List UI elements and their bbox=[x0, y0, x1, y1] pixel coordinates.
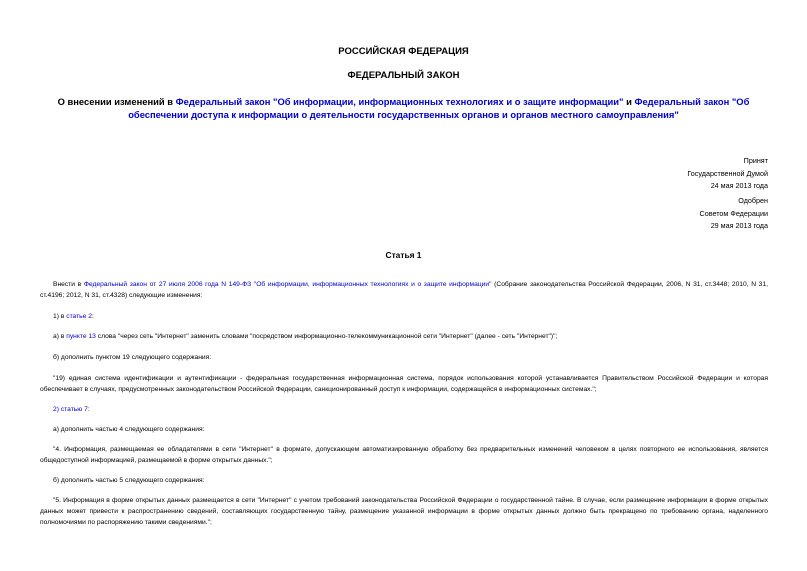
accepted-label: Принят bbox=[743, 156, 768, 165]
item1a-prefix: а) в bbox=[53, 333, 67, 340]
adoption-block bbox=[687, 155, 768, 193]
item-2a-text: "4. Информация, размещаемая ее обладателями в сети "Интернет" в формате, допускающем автоматизированную обработку без предварительных изменений человеком в целях повторного ее использования, является общедоступной информацией, размещаемой в форме открытых данных."; bbox=[40, 446, 768, 464]
article-heading: Статья 1 bbox=[385, 250, 422, 260]
item-1a bbox=[40, 331, 768, 342]
accepted-date: 24 мая 2013 года bbox=[710, 181, 768, 190]
intro-prefix: Внести в bbox=[53, 281, 84, 288]
approval-block bbox=[700, 195, 768, 233]
law-title bbox=[0, 96, 807, 121]
title-link-law-149[interactable]: Федеральный закон "Об информации, информационных технологиях и о защите информации" bbox=[175, 96, 624, 107]
item-2a: а) дополнить частью 4 следующего содержания: bbox=[53, 426, 205, 433]
item-1b: б) дополнить пунктом 19 следующего содержания: bbox=[53, 354, 212, 361]
approved-label: Одобрен bbox=[738, 196, 768, 205]
intro-suffix: (Собрание законодательства Российской Федерации, 2006, N 31, ст.3448; 2010, N 31, ст.4196; 2012, N 31, ст.4328) следующие изменения: bbox=[40, 281, 768, 299]
law-type-heading: ФЕДЕРАЛЬНЫЙ ЗАКОН bbox=[347, 70, 460, 81]
article-intro bbox=[40, 279, 768, 301]
item2-suffix: : bbox=[87, 406, 90, 413]
item-1b-text: "19) единая система идентификации и аутентификации - федеральная государственная информационная система, порядок использования которой устанавливается Правительством Российской Федерации и которая обеспечивает в случаях, предусмотренных законодательством Российской Федерации, санкционированный доступ к информации, содержащейся в информационных системах."; bbox=[40, 375, 768, 393]
item1a-suffix: слова "через сеть "Интернет" заменить словами "посредством информационно-телекоммуникационной сети "Интернет" (далее - сеть "Интернет")"; bbox=[95, 333, 558, 340]
item-2b-text: "5. Информация в форме открытых данных размещается в сети "Интернет" с учетом требований законодательства Российской Федерации о государственной тайне. В случае, если размещение информации в форме открытых данных может привести к распространению сведений, составляющих государственную тайну, размещение указанной информации в форме открытых данных должно быть прекращено по требованию органа, наделенного полномочиями по распоряжению такими сведениями."; bbox=[40, 497, 768, 526]
intro-law-link[interactable]: Федеральный закон от 27 июля 2006 года N 149-ФЗ "Об информации, информационных технологиях и о защите информации" bbox=[83, 281, 492, 288]
item-1 bbox=[40, 311, 768, 322]
title-mid: и bbox=[623, 96, 635, 107]
approved-by: Советом Федерации bbox=[699, 208, 768, 218]
item-2 bbox=[40, 404, 768, 415]
item-2b: б) дополнить частью 5 следующего содержания: bbox=[53, 477, 205, 484]
title-prefix: О внесении изменений в bbox=[57, 96, 176, 107]
article-2-link[interactable]: статье 2 bbox=[66, 313, 92, 320]
point-13-link[interactable]: пункте 13 bbox=[66, 333, 96, 340]
accepted-by: Государственной Думой bbox=[687, 168, 768, 178]
country-heading: РОССИЙСКАЯ ФЕДЕРАЦИЯ bbox=[338, 46, 469, 57]
item1-prefix: 1) в bbox=[53, 313, 67, 320]
item1-suffix: : bbox=[91, 313, 94, 320]
approved-date: 29 мая 2013 года bbox=[710, 221, 768, 230]
article-7-link[interactable]: 2) статью 7 bbox=[53, 406, 88, 413]
title-link-law-8[interactable]: Федеральный закон "Об обеспечении доступа к информации о деятельности государственных органов и органов местного самоуправления" bbox=[128, 96, 750, 120]
